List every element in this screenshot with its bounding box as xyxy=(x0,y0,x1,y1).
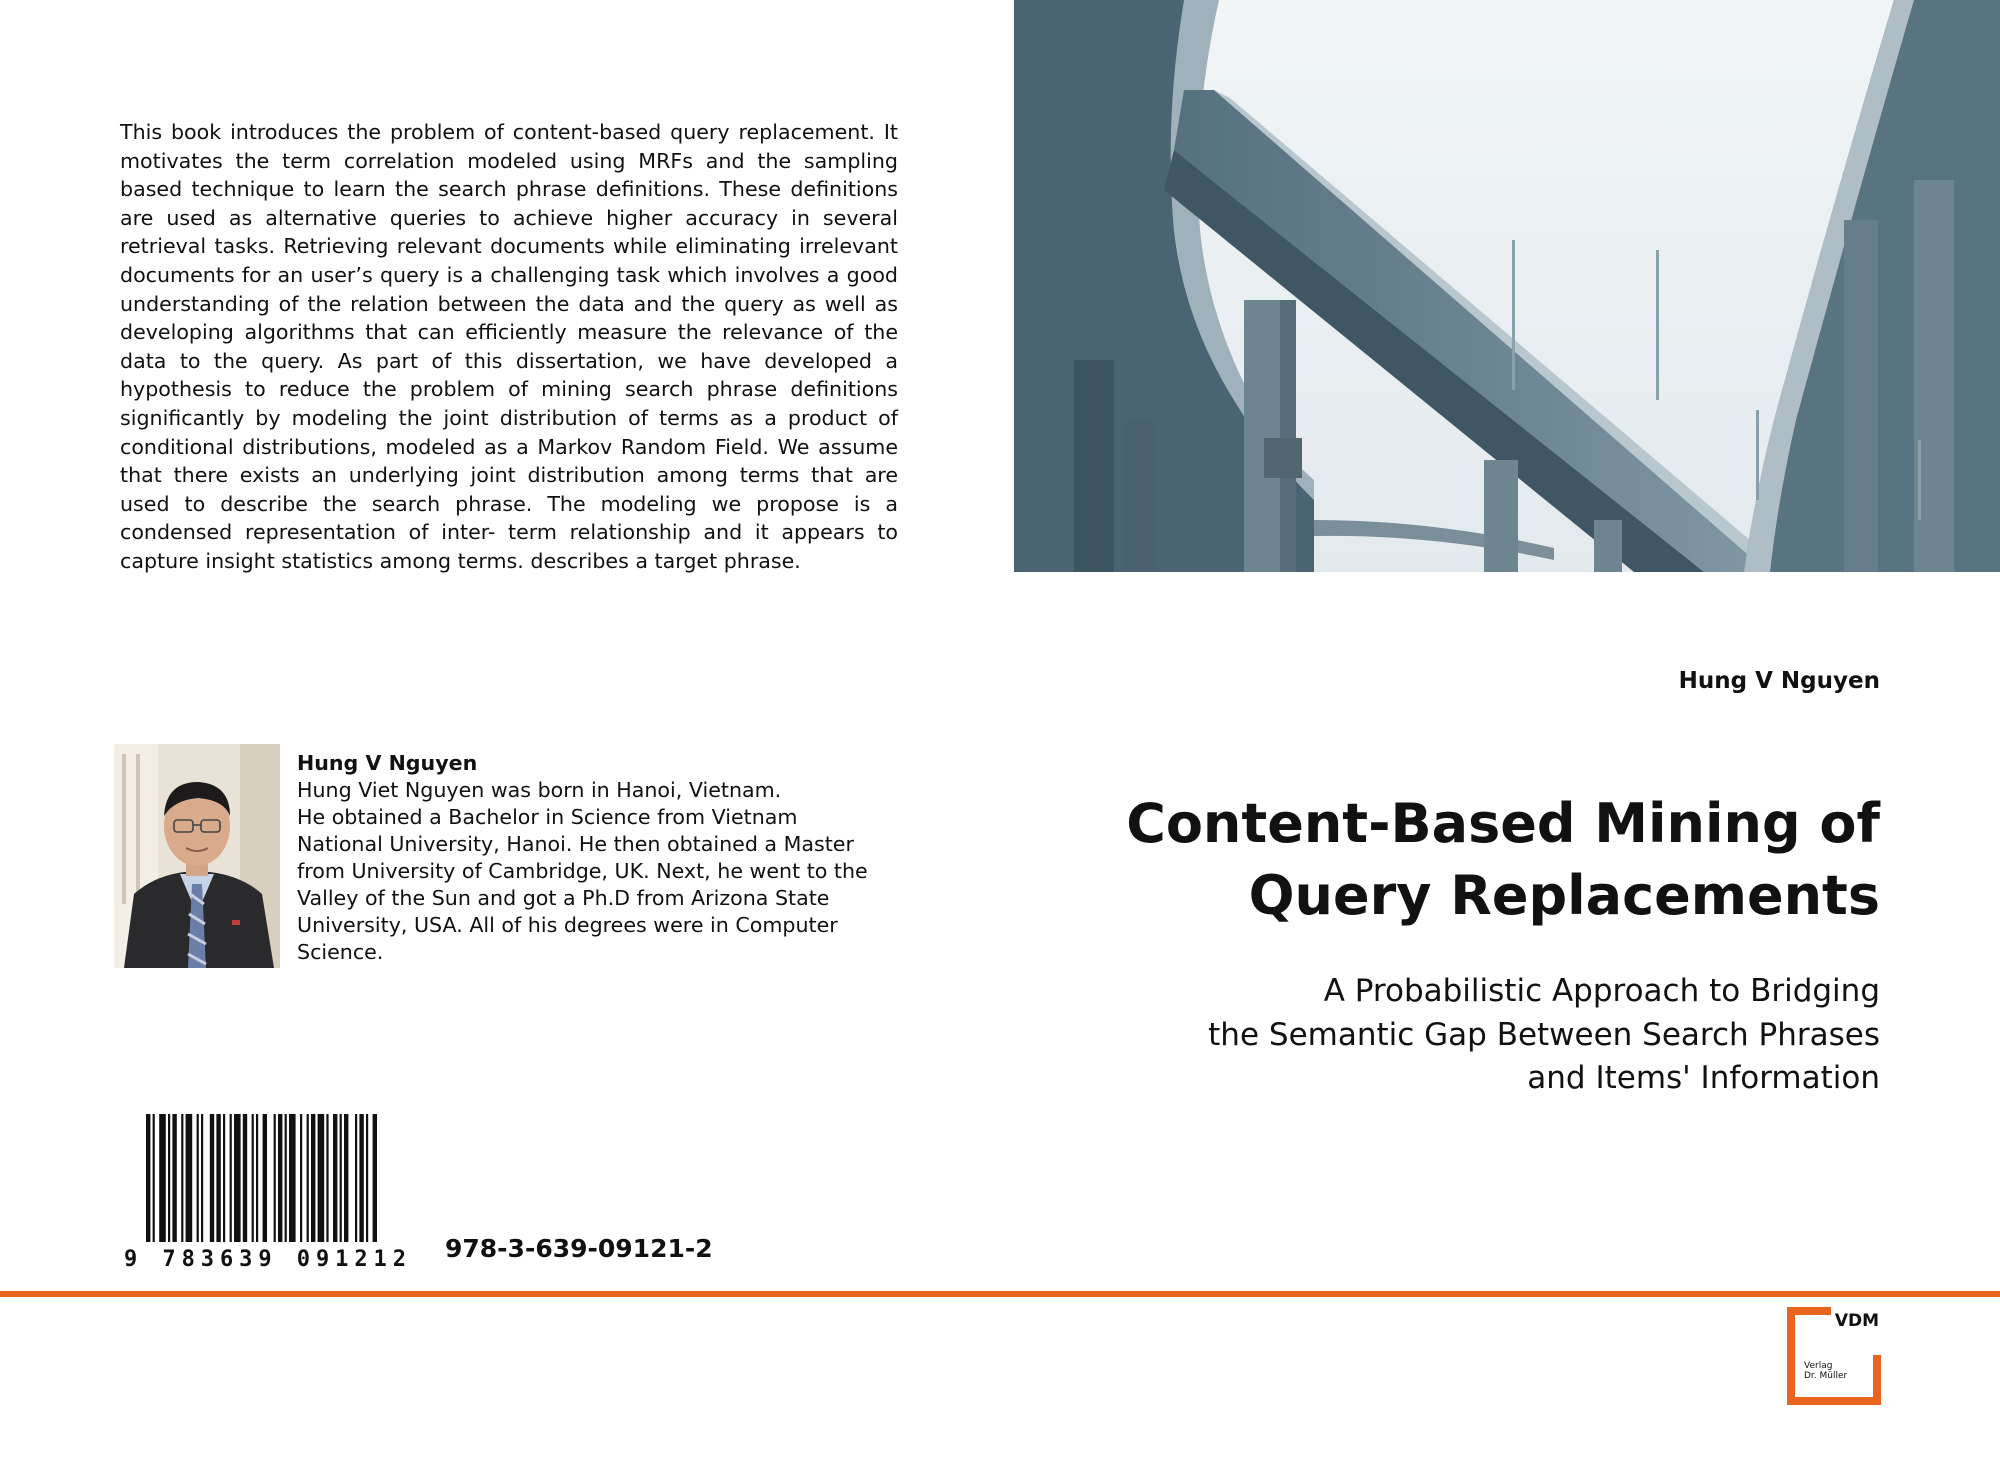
barcode-bar xyxy=(307,1114,309,1242)
subtitle-line: the Semantic Gap Between Search Phrases xyxy=(1208,1016,1880,1053)
barcode-bar xyxy=(300,1114,302,1242)
bio-line: He obtained a Bachelor in Science from Vietnam xyxy=(297,805,798,829)
title-line: Query Replacements xyxy=(1248,864,1880,927)
author-portrait-icon xyxy=(114,744,280,968)
bio-line: National University, Hanoi. He then obtained a Master xyxy=(297,832,854,856)
barcode-bar xyxy=(366,1114,368,1242)
book-title xyxy=(1060,788,1880,932)
barcode-bar xyxy=(285,1114,287,1242)
barcode-bar xyxy=(263,1114,267,1242)
barcode-bar xyxy=(278,1114,282,1242)
barcode-bar xyxy=(223,1114,225,1242)
logo-name-line: Verlag xyxy=(1804,1361,1833,1371)
barcode-bar xyxy=(159,1114,166,1242)
barcode-bar xyxy=(216,1114,220,1242)
title-line: Content-Based Mining of xyxy=(1126,792,1880,855)
barcode-icon xyxy=(120,1114,420,1270)
barcode-bar xyxy=(201,1114,203,1242)
back-cover-blurb: This book introduces the problem of content-based query replacement. It motivates the term correlation modeled using MRFs and the sampling based technique to learn the search phrase definitions. These definitions are used as alternative queries to achieve higher accuracy in several retrieval tasks. Retrieving relevant documents while eliminating irrelevant documents for an user’s query is a challenging task which involves a good understanding of the relation between the data and the query as well as developing algorithms that can efficiently measure the relevance of the data to the query. As part of this dissertation, we have developed a hypothesis to reduce the problem of mining search phrase definitions significantly by modeling the joint distribution of terms as a product of conditional distributions, modeled as a Markov Random Field. We assume that there exists an underlying joint distribution among terms that are used to describe the search phrase. The modeling we propose is a condensed representation of inter- term relationship and it appears to capture insight statistics among terms. describes a target phrase. xyxy=(120,120,898,573)
logo-mark: VDM xyxy=(1834,1311,1879,1331)
barcode-bar xyxy=(230,1114,232,1242)
barcode-bar xyxy=(234,1114,241,1242)
barcode-bar xyxy=(318,1114,325,1242)
barcode-bar xyxy=(359,1114,363,1242)
barcode-bar xyxy=(243,1114,247,1242)
orange-divider xyxy=(0,1291,2000,1297)
barcode-bar xyxy=(326,1114,328,1242)
barcode-bar xyxy=(289,1114,296,1242)
barcode-bar xyxy=(146,1114,150,1242)
bio-line: from University of Cambridge, UK. Next, he went to the xyxy=(297,859,868,883)
subtitle-line: and Items' Information xyxy=(1527,1060,1880,1096)
barcode-bar xyxy=(153,1114,155,1242)
barcode-bar xyxy=(256,1114,258,1242)
isbn-number: 978-3-639-09121-2 xyxy=(445,1234,713,1263)
book-subtitle xyxy=(1080,970,1880,1101)
author-bio xyxy=(297,750,877,966)
barcode-bar xyxy=(197,1114,199,1242)
barcode-bar xyxy=(373,1114,377,1242)
barcode-bar xyxy=(355,1114,357,1242)
publisher-logo xyxy=(1787,1307,1881,1405)
barcode-bar xyxy=(340,1114,342,1242)
barcode-bar xyxy=(172,1114,176,1242)
barcode-bar xyxy=(311,1114,315,1242)
highway-overpass-photo-icon xyxy=(1014,0,2000,572)
barcode-bar xyxy=(344,1114,348,1242)
barcode-bar xyxy=(186,1114,193,1242)
barcode-bar xyxy=(274,1114,276,1242)
barcode-bar xyxy=(210,1114,214,1242)
bio-line: University, USA. All of his degrees were in Computer xyxy=(297,913,838,937)
bio-line: Science. xyxy=(297,940,384,964)
barcode-digits: 9 783639 091212 xyxy=(124,1247,406,1270)
logo-publisher-name xyxy=(1804,1361,1847,1381)
barcode-bar xyxy=(181,1114,183,1242)
logo-name-line: Dr. Müller xyxy=(1804,1371,1848,1381)
isbn-barcode xyxy=(120,1114,420,1270)
bio-text xyxy=(297,777,877,966)
barcode-bar xyxy=(168,1114,170,1242)
barcode-bar xyxy=(333,1114,337,1242)
subtitle-line: A Probabilistic Approach to Bridging xyxy=(1323,973,1880,1009)
cover-photo xyxy=(1014,0,2000,572)
bio-line: Valley of the Sun and got a Ph.D from Arizona State xyxy=(297,886,830,910)
cover-author: Hung V Nguyen xyxy=(1678,668,1880,694)
bio-line: Hung Viet Nguyen was born in Hanoi, Vietnam. xyxy=(297,778,782,802)
barcode-bar xyxy=(252,1114,254,1242)
author-portrait xyxy=(114,744,280,968)
bio-author-name: Hung V Nguyen xyxy=(297,751,478,775)
